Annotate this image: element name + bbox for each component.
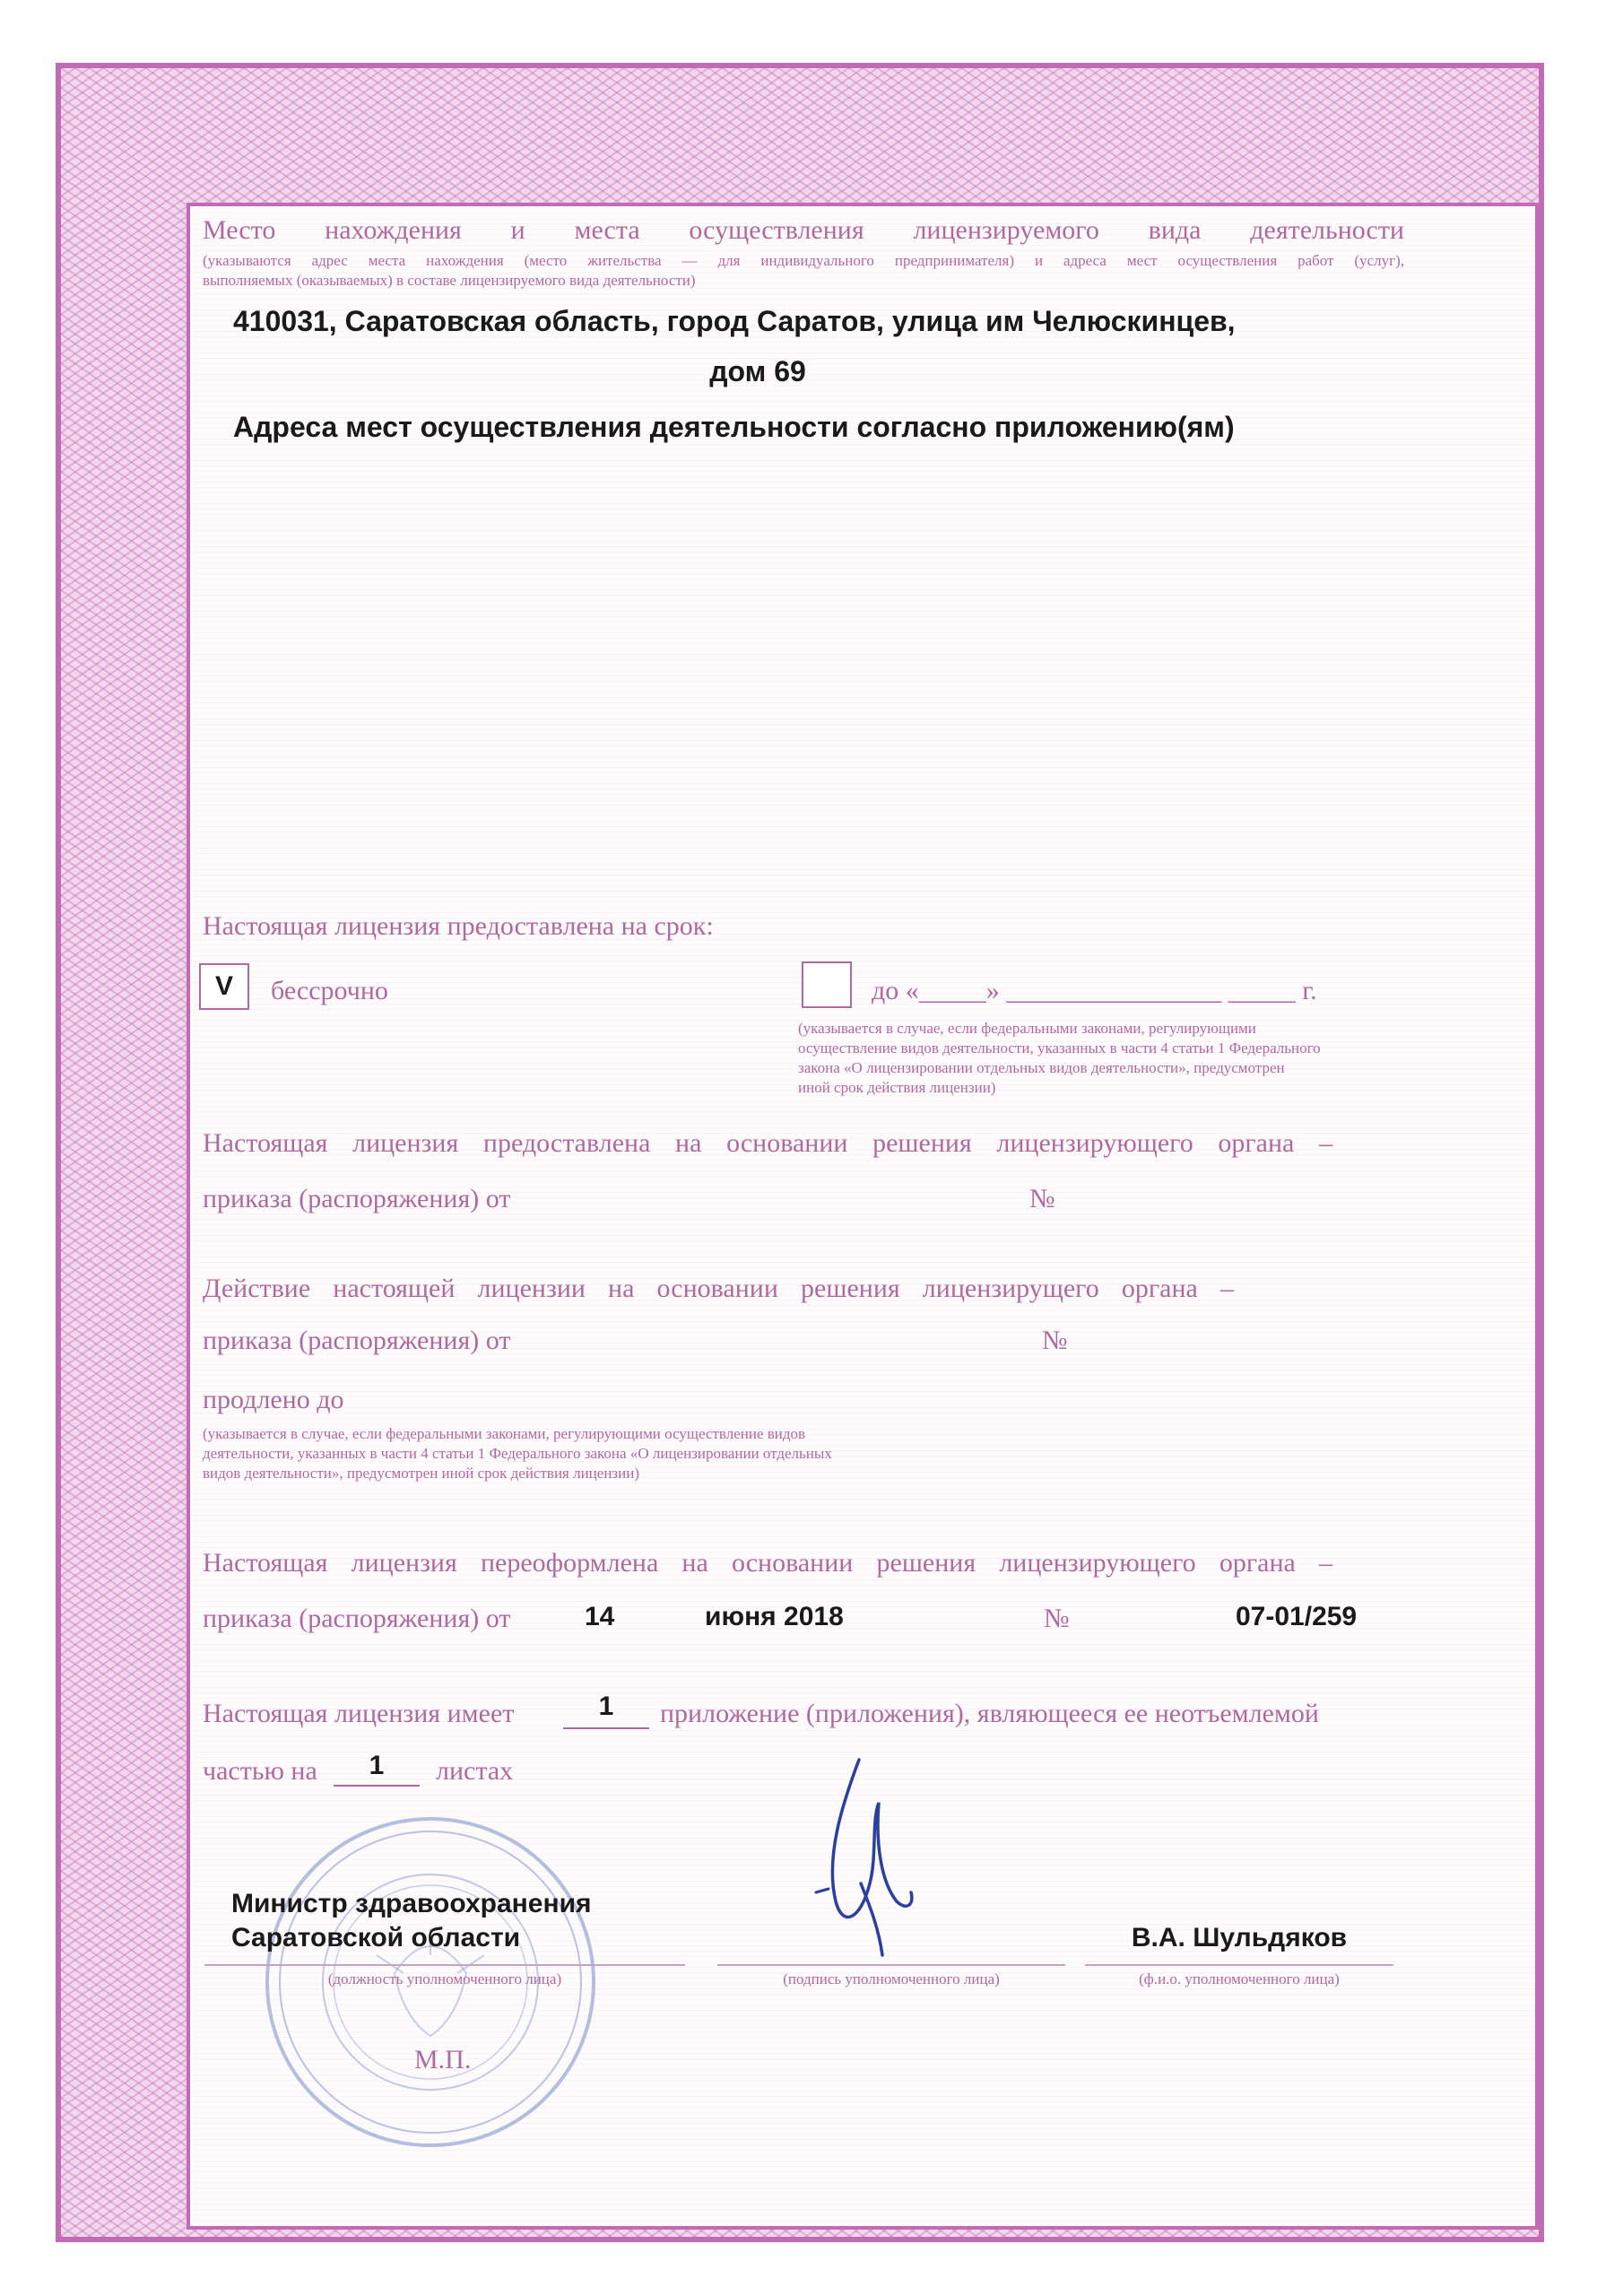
until-date-field: до «_____» ________________ _____ г. bbox=[872, 976, 1317, 1005]
name-line bbox=[1085, 1964, 1393, 1966]
basis-line: Настоящая лицензия предоставлена на основании решения лицензирующего органа – bbox=[203, 1128, 1332, 1158]
extension-order-label: приказа (распоряжения) от bbox=[203, 1326, 511, 1355]
signatory-position-line1: Министр здравоохранения bbox=[231, 1889, 592, 1918]
position-line bbox=[204, 1964, 685, 1966]
reissue-number: 07-01/259 bbox=[1236, 1602, 1358, 1631]
address-line1: 410031, Саратовская область, город Саратов, улица им Челюскинцев, bbox=[233, 305, 1236, 337]
until-note-line3: закона «О лицензировании отдельных видов деятельности», предусмотрен bbox=[798, 1059, 1285, 1076]
section-note-line1: (указываются адрес места нахождения (место жительства — для индивидуального предпринимателя) и адреса мест осуществления работ (услуг), bbox=[203, 252, 1404, 269]
until-note-line2: осуществление видов деятельности, указанных в части 4 статьи 1 Федерального bbox=[798, 1039, 1321, 1057]
extension-number-sign: № bbox=[1042, 1326, 1068, 1355]
extended-until-label: продлено до bbox=[203, 1385, 344, 1414]
signature-caption: (подпись уполномоченного лица) bbox=[783, 1970, 1000, 1987]
until-note-line1: (указывается в случае, если федеральными законами, регулирующими bbox=[798, 1020, 1256, 1037]
unlimited-label: бессрочно bbox=[271, 976, 388, 1005]
sheets-text-before: частью на bbox=[203, 1756, 317, 1786]
reissue-line: Настоящая лицензия переоформлена на основании решения лицензирующего органа – bbox=[203, 1548, 1332, 1578]
basis-number-sign: № bbox=[1029, 1184, 1055, 1213]
signatory-position-line2: Саратовской области bbox=[231, 1923, 521, 1952]
section-title: Место нахождения и места осуществления лицензируемого вида деятельности bbox=[203, 215, 1404, 245]
unlimited-checkbox: V bbox=[199, 963, 249, 1010]
basis-order-label: приказа (распоряжения) от bbox=[203, 1184, 511, 1213]
until-note-line4: иной срок действия лицензии) bbox=[798, 1079, 996, 1096]
extension-note-line2: деятельности, указанных в части 4 статьи 1 Федерального закона «О лицензировании отдельных bbox=[203, 1445, 832, 1462]
signature-line bbox=[717, 1964, 1065, 1966]
name-caption: (ф.и.о. уполномоченного лица) bbox=[1139, 1970, 1340, 1987]
sheets-text-after: листах bbox=[436, 1756, 514, 1786]
position-caption: (должность уполномоченного лица) bbox=[327, 1970, 562, 1987]
appendix-count: 1 bbox=[598, 1692, 614, 1721]
appendix-text-after: приложение (приложения), являющееся ее неотъемлемой bbox=[660, 1699, 1319, 1728]
sheets-count: 1 bbox=[369, 1751, 385, 1780]
appendix-text-before: Настоящая лицензия имеет bbox=[203, 1699, 515, 1728]
extension-line: Действие настоящей лицензии на основании решения лицензирущего органа – bbox=[203, 1274, 1234, 1303]
signatory-name: В.А. Шульдяков bbox=[1131, 1923, 1348, 1952]
reissue-month-year: июня 2018 bbox=[705, 1602, 844, 1631]
extension-note-line1: (указывается в случае, если федеральными законами, регулирующими осуществление видов bbox=[203, 1425, 806, 1442]
reissue-order-label: приказа (распоряжения) от bbox=[203, 1604, 511, 1633]
appendix-count-underline bbox=[563, 1727, 649, 1729]
until-note bbox=[798, 1019, 1417, 1098]
seal-place-label: М.П. bbox=[414, 2045, 472, 2074]
until-checkbox bbox=[802, 961, 852, 1008]
section-note-line2: выполняемых (оказываемых) в составе лицензируемого вида деятельности) bbox=[203, 272, 696, 289]
term-heading: Настоящая лицензия предоставлена на срок: bbox=[203, 911, 714, 941]
sheets-count-underline bbox=[334, 1785, 420, 1787]
address-line2: дом 69 bbox=[709, 355, 806, 387]
handwritten-signature bbox=[789, 1749, 933, 1964]
reissue-number-sign: № bbox=[1044, 1604, 1070, 1633]
address-line3: Адреса мест осуществления деятельности согласно приложению(ям) bbox=[233, 411, 1235, 443]
reissue-day: 14 bbox=[585, 1602, 615, 1631]
extension-note bbox=[203, 1424, 1010, 1483]
extension-note-line3: видов деятельности», предусмотрен иной срок действия лицензии) bbox=[203, 1465, 639, 1482]
